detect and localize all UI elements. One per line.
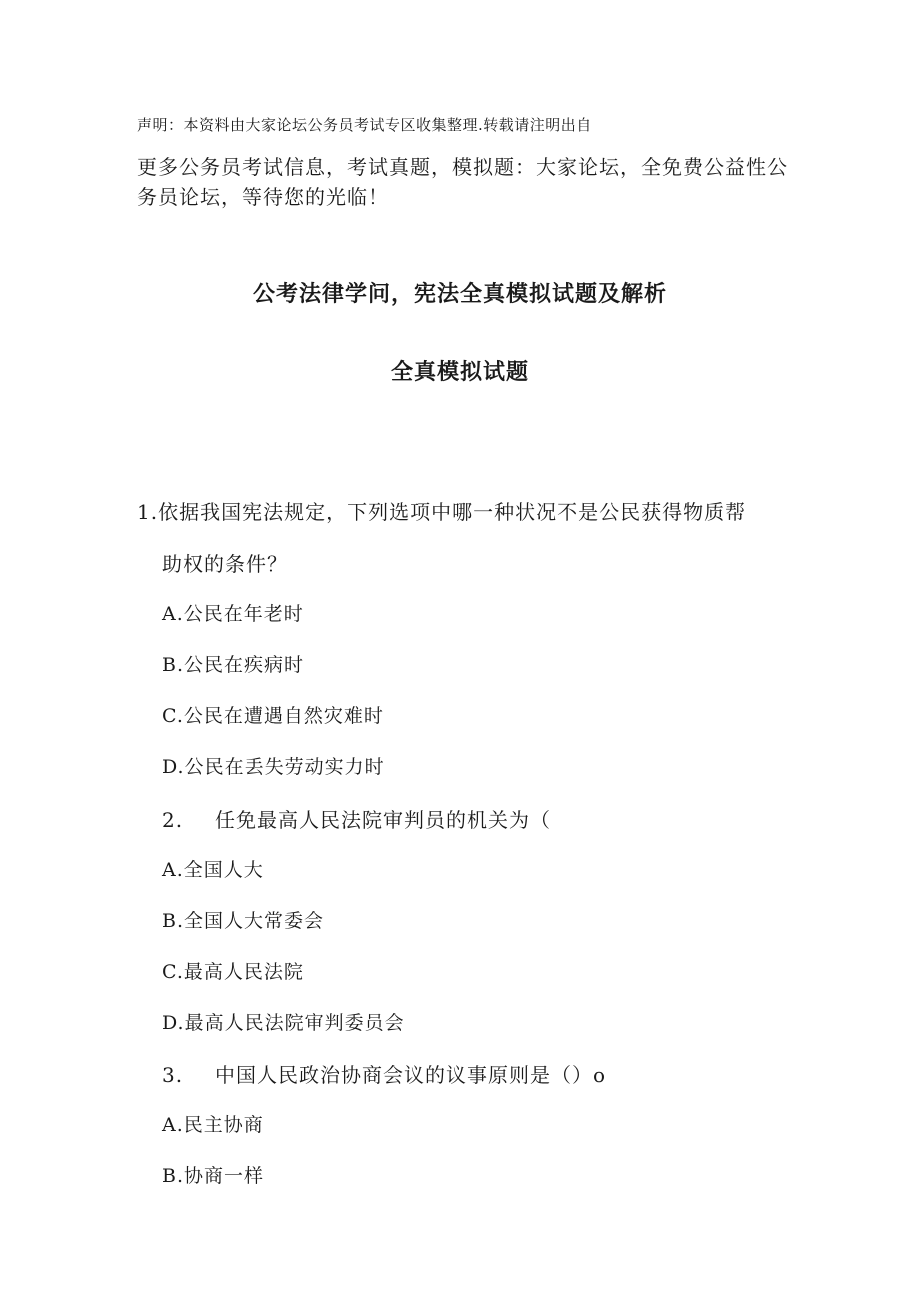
promo-line-1: 更多公务员考试信息，考试真题，模拟题：大家论坛，全免费公益性公 (137, 155, 788, 179)
promo-line-2: 务员论坛，等待您的光临！ (137, 185, 389, 209)
document-title: 公考法律学问，宪法全真模拟试题及解析 (252, 282, 667, 307)
question-2-text: 任免最高人民法院审判员的机关为（ (215, 808, 551, 832)
question-1-number: 1. (137, 500, 159, 524)
question-3-option-a: A.民主协商 (162, 1114, 264, 1136)
question-1-option-a: A.公民在年老时 (162, 603, 304, 625)
question-3-number: 3. (162, 1063, 184, 1087)
question-2-option-b: B.全国人大常委会 (162, 910, 325, 932)
question-1-option-b: B.公民在疾病时 (162, 654, 305, 676)
question-2-number: 2. (162, 808, 184, 832)
document-subtitle: 全真模拟试题 (390, 360, 529, 385)
source-notice: 声明：本资料由大家论坛公务员考试专区收集整理.转载请注明出自 (137, 116, 592, 134)
question-1-text-line-2: 助权的条件？ (162, 552, 288, 576)
question-3 (162, 1059, 606, 1088)
question-1-option-d: D.公民在丢失劳动实力时 (162, 756, 385, 778)
question-3-option-b: B.协商一样 (162, 1165, 265, 1187)
question-1-option-c: C.公民在遭遇自然灾难时 (162, 705, 384, 727)
question-3-text: 中国人民政治协商会议的议事原则是（）o (215, 1063, 607, 1087)
question-1 (137, 496, 746, 525)
question-2-option-a: A.全国人大 (162, 859, 264, 881)
question-2 (162, 804, 551, 833)
question-2-option-c: C.最高人民法院 (162, 961, 304, 983)
question-1-text-line-1: 依据我国宪法规定，下列选项中哪一种状况不是公民获得物质帮 (158, 500, 747, 524)
question-2-option-d: D.最高人民法院审判委员会 (162, 1012, 405, 1034)
